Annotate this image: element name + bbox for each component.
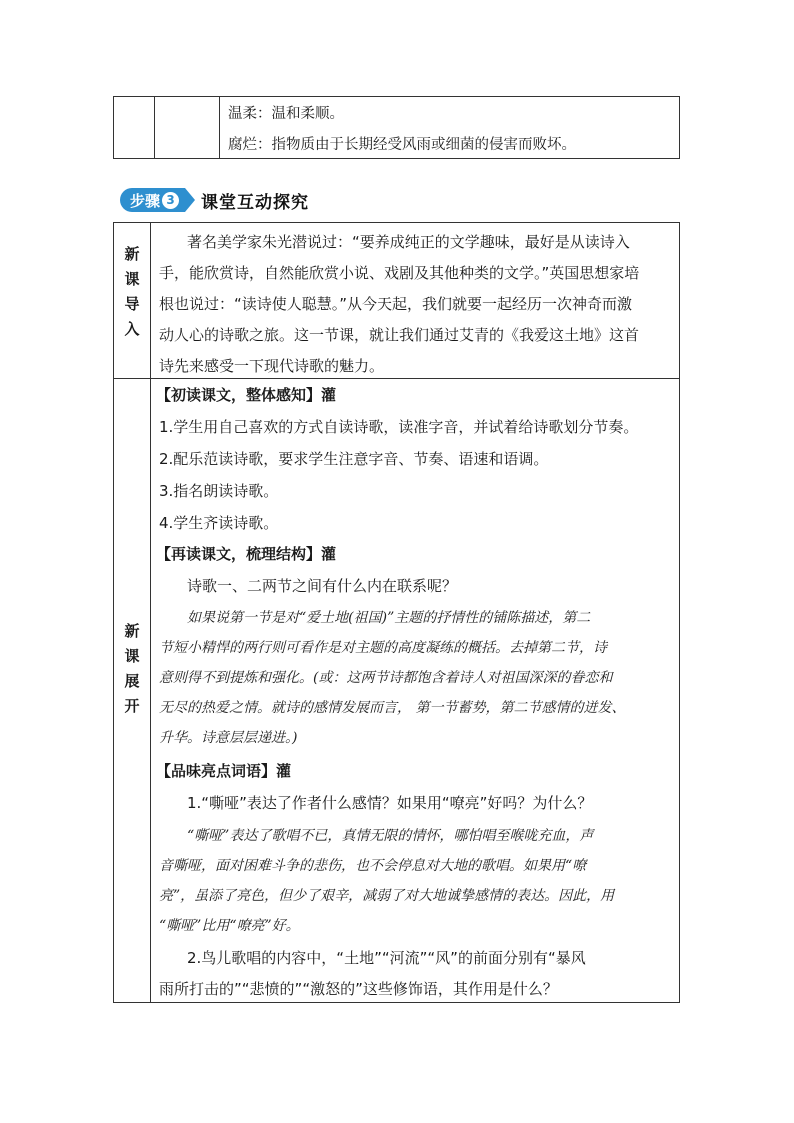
question: 诗歌一、二两节之间有什么内在联系呢？ [187, 577, 458, 595]
answer-line: 升华。诗意层层递进。) [159, 730, 298, 746]
label-char: 新 [124, 245, 140, 263]
definition-line: 温柔：温和柔顺。 [228, 106, 344, 122]
subheading-mark: 灌 [321, 386, 337, 404]
question: 1.“嘶哑”表达了作者什么感情？如果用“嘹亮”好吗？为什么？ [187, 794, 593, 812]
label-char: 开 [124, 697, 140, 715]
subheading-mark: 灌 [321, 545, 337, 563]
step-badge-label: 步骤 [130, 191, 161, 210]
intro-line: 手，能欣赏诗，自然能欣赏小说、戏剧及其他种类的文学。”英国思想家培 [159, 264, 640, 282]
answer-line: “嘶哑”比用“嘹亮”好。 [159, 918, 300, 934]
list-item: 3.指名朗读诗歌。 [159, 482, 279, 500]
definition-line: 腐烂：指物质由于长期经受风雨或细菌的侵害而败坏。 [228, 137, 576, 153]
label-char: 课 [124, 270, 140, 288]
row-divider [114, 378, 679, 379]
subheading-words [156, 760, 291, 781]
answer-line: 如果说第一节是对“爱土地(祖国)”主题的抒情性的铺陈描述，第二 [187, 610, 591, 626]
subheading-text: 【再读课文，梳理结构】 [156, 545, 322, 563]
step-badge [120, 188, 185, 212]
question: 2.鸟儿歌唱的内容中，“土地”“河流”“风”的前面分别有“暴风 [187, 949, 586, 967]
list-item: 4.学生齐读诗歌。 [159, 514, 279, 532]
answer-line: 意则得不到提炼和强化。(或：这两节诗都饱含着诗人对祖国深深的眷恋和 [159, 670, 613, 686]
table-cell-definitions [220, 97, 679, 158]
subheading-text: 【品味亮点词语】 [156, 762, 277, 780]
subheading-reread [156, 543, 336, 564]
subheading-first-read [156, 384, 336, 405]
vocabulary-table [113, 96, 680, 159]
label-char: 课 [124, 647, 140, 665]
section-label-intro [114, 242, 150, 342]
table-cell-empty [154, 97, 220, 158]
label-char: 导 [124, 295, 140, 313]
intro-line: 诗先来感受一下现代诗歌的魅力。 [159, 357, 385, 375]
intro-line: 动人心的诗歌之旅。这一节课，就让我们通过艾青的《我爱这土地》这首 [159, 326, 640, 344]
step-title: 课堂互动探究 [201, 192, 310, 213]
arrow-icon [185, 188, 195, 212]
list-item: 2.配乐范读诗歌，要求学生注意字音、节奏、语速和语调。 [159, 450, 549, 468]
answer-line: “嘶哑”表达了歌唱不已，真情无限的情怀，哪怕唱至喉咙充血，声 [187, 828, 594, 844]
step-header [120, 188, 309, 212]
subheading-mark: 灌 [276, 762, 292, 780]
lesson-table [113, 222, 680, 1003]
label-char: 展 [124, 672, 140, 690]
answer-line: 音嘶哑，面对困难斗争的悲伤，也不会停息对大地的歌唱。如果用“嘹 [159, 858, 587, 874]
label-char: 新 [124, 622, 140, 640]
label-char: 入 [124, 320, 140, 338]
subheading-text: 【初读课文，整体感知】 [156, 386, 322, 404]
intro-line: 根也说过：“读诗使人聪慧。”从今天起，我们就要一起经历一次神奇而激 [159, 295, 633, 313]
answer-line: 节短小精悍的两行则可看作是对主题的高度凝练的概括。去掉第二节，诗 [159, 640, 607, 656]
list-item: 1.学生用自己喜欢的方式自读诗歌，读准字音，并试着给诗歌划分节奏。 [159, 418, 639, 436]
step-number-icon: 3 [162, 192, 179, 209]
question: 雨所打击的”“悲愤的”“激怒的”这些修饰语，其作用是什么？ [159, 980, 558, 998]
column-divider [150, 223, 151, 1002]
answer-line: 亮”，虽添了亮色，但少了艰辛，减弱了对大地诚挚感情的表达。因此，用 [159, 888, 615, 904]
answer-line: 无尽的热爱之情。就诗的感情发展而言， 第一节蓄势，第二节感情的迸发、 [159, 700, 626, 716]
intro-line: 著名美学家朱光潜说过：“要养成纯正的文学趣味，最好是从读诗入 [187, 233, 630, 251]
section-label-develop [114, 619, 150, 719]
table-cell-empty [114, 97, 155, 158]
